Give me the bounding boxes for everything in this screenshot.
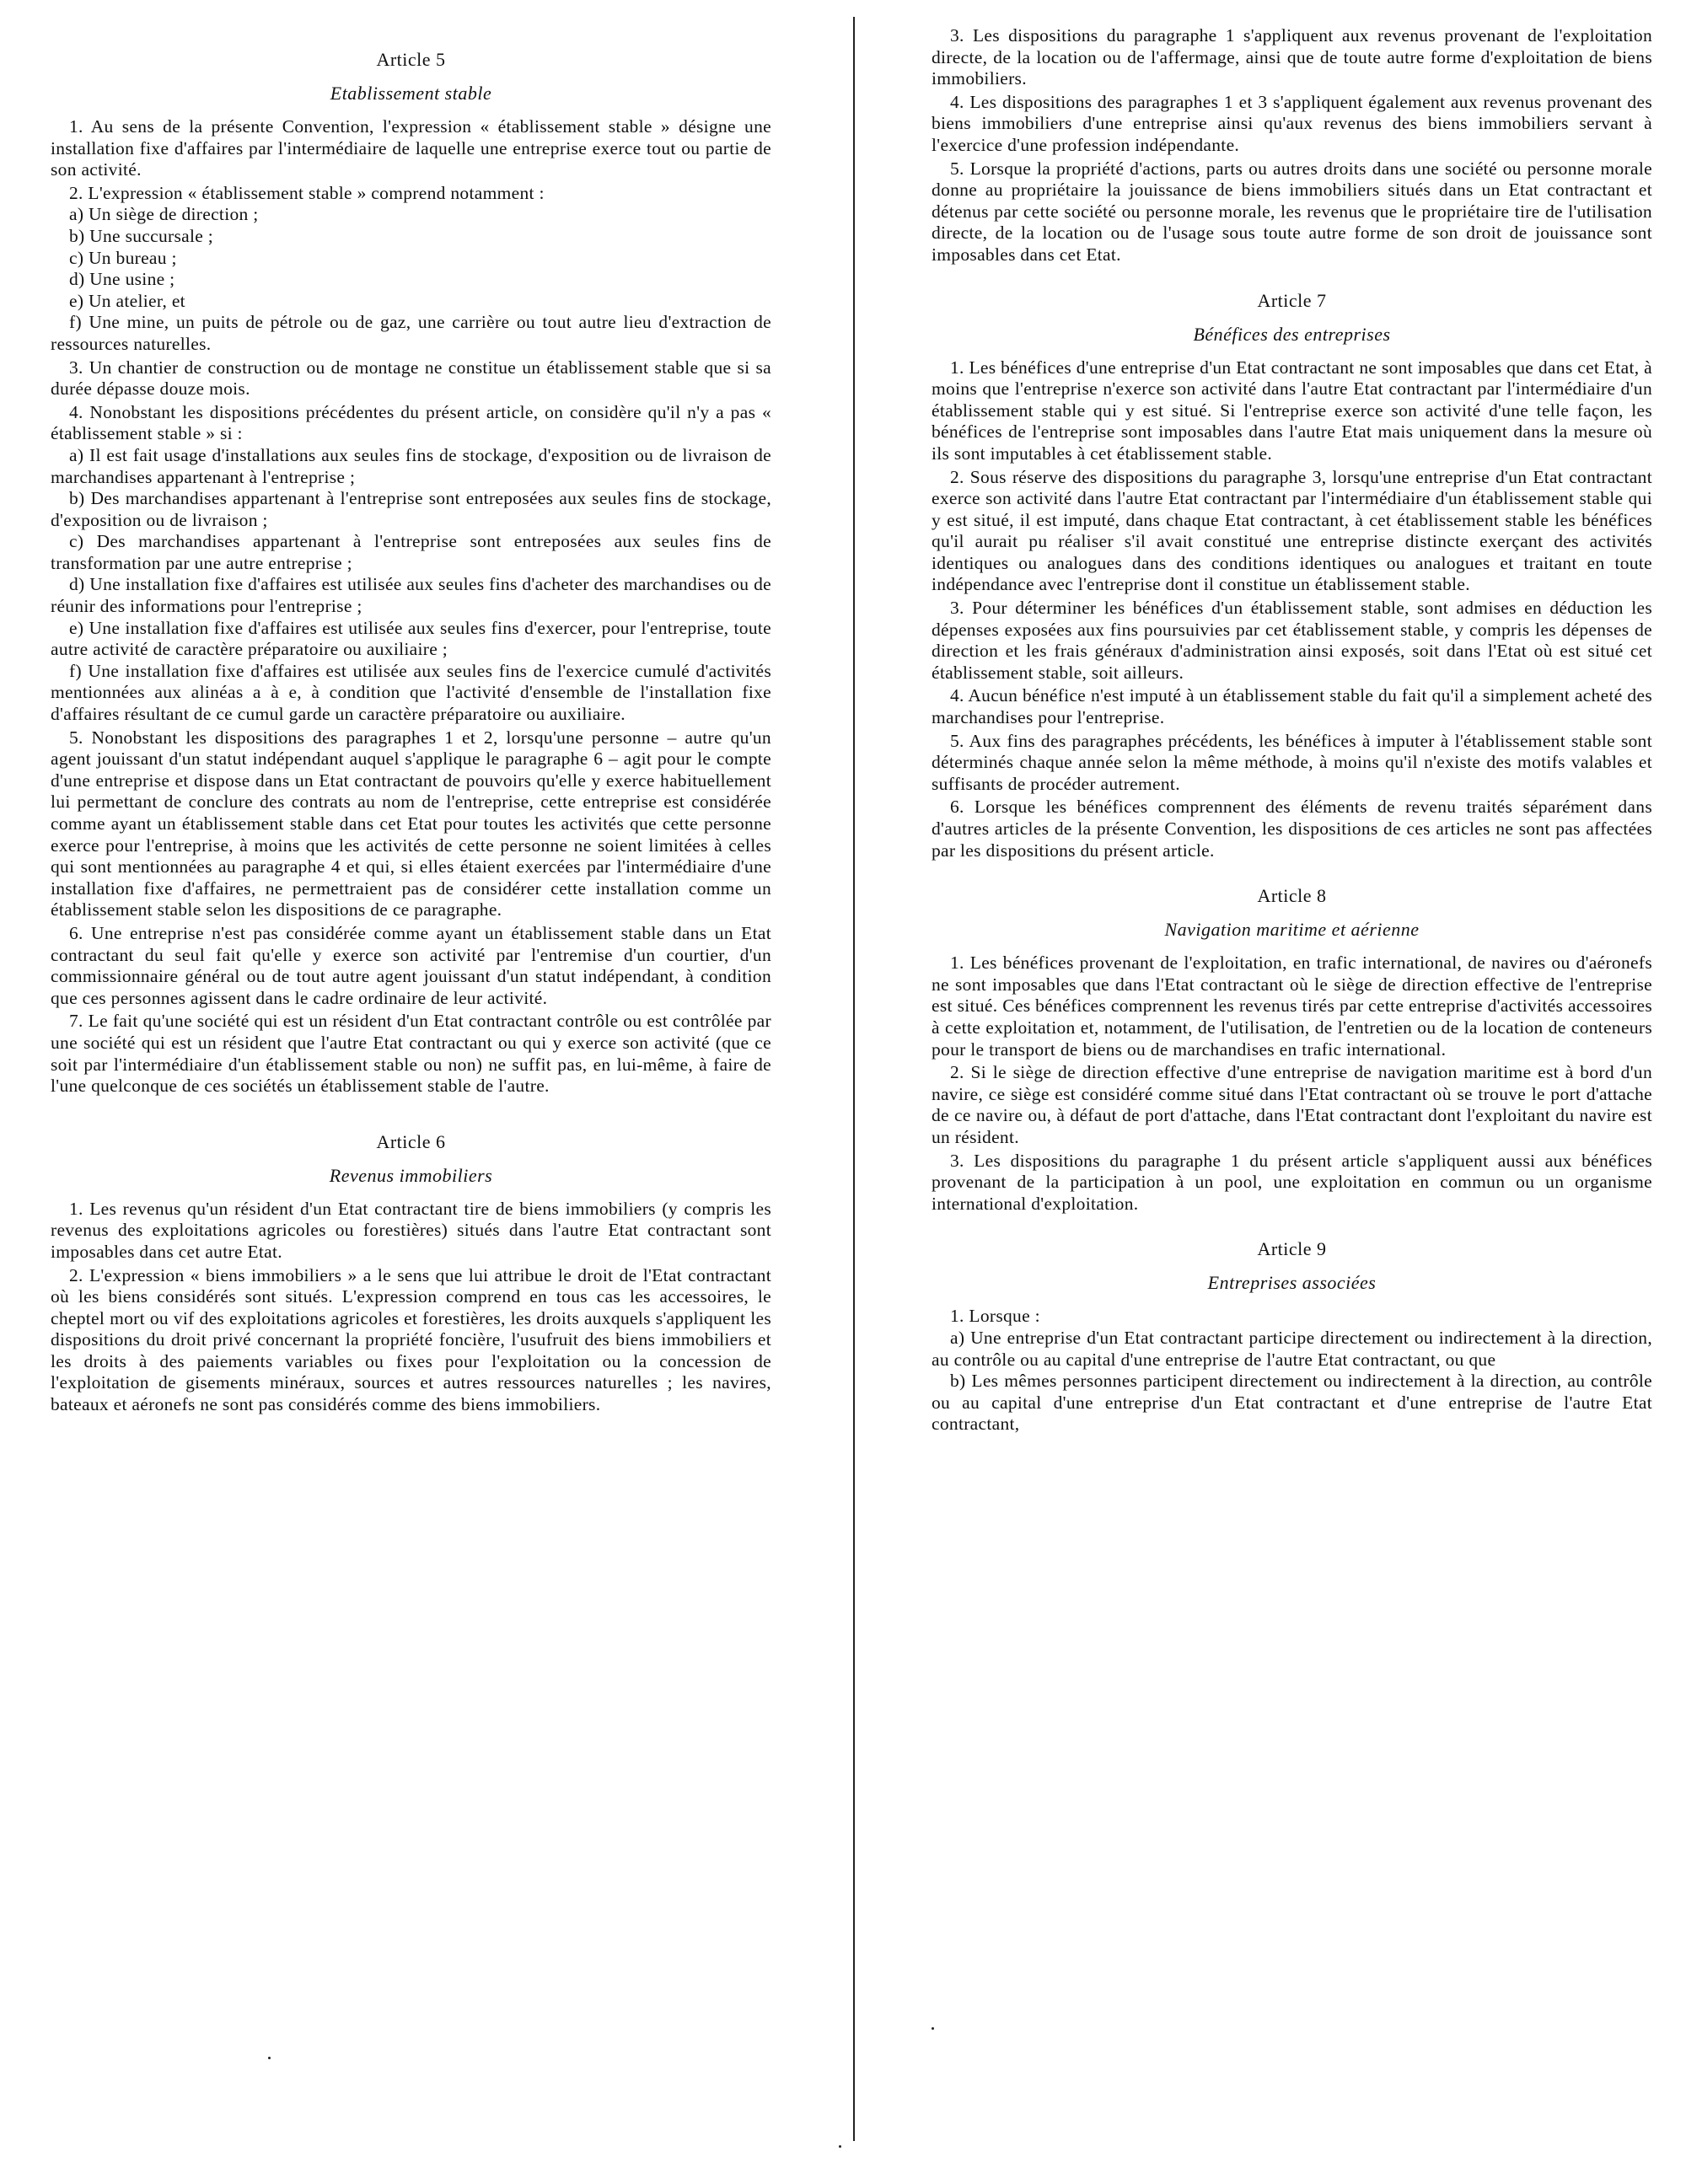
list-item: b) Une succursale ;	[69, 225, 214, 246]
list-item: c) Des marchandises appartenant à l'entreprise sont entreposées aux seules fins de transformation par une autre entreprise ;	[51, 531, 771, 573]
article-6-paragraph-4: 4. Les dispositions des paragraphes 1 et 3 s'appliquent également aux revenus provenant des biens immobiliers d'une entreprise ainsi qu'aux revenus des biens immobiliers servant à l'exercice d'une profession indépendante.	[932, 91, 1652, 155]
article-5-paragraph-4-intro: 4. Nonobstant les dispositions précédentes du présent article, on considère qu'il n'y a pas « établissement stable » si :	[51, 401, 771, 444]
list-item: d) Une usine ;	[69, 269, 175, 290]
article-8-subtitle: Navigation maritime et aérienne	[1164, 919, 1420, 941]
article-6-paragraph-5: 5. Lorsque la propriété d'actions, parts ou autres droits dans une société ou personne morale donne au propriétaire la jouissance de biens immobiliers situés dans un Etat contractant et détenus par cette société ou personne morale, les revenus que le propriétaire tire de l'utilisation directe, de la location ou de l'usage sous toute autre forme de son droit de jouissance sont imposables dans cet Etat.	[932, 158, 1652, 265]
article-5-paragraph-4-list	[51, 445, 771, 726]
article-9-subtitle: Entreprises associées	[1207, 1272, 1377, 1294]
article-5-paragraph-1: 1. Au sens de la présente Convention, l'expression « établissement stable » désigne une installation fixe d'affaires par l'intermédiaire de laquelle une entreprise exerce tout ou partie de son activité.	[51, 116, 771, 180]
article-5-paragraph-6: 6. Une entreprise n'est pas considérée comme ayant un établissement stable dans un Etat contractant du seul fait qu'elle y exerce son activité par l'entremise d'un courtier, d'un commissionnaire général ou de tout autre agent jouissant d'un statut indépendant, à condition que ces personnes agissent dans le cadre ordinaire de leur activité.	[51, 922, 771, 1008]
list-item: d) Une installation fixe d'affaires est utilisée aux seules fins d'acheter des marchandises ou de réunir des informations pour l'entreprise ;	[51, 574, 771, 617]
scan-speck	[839, 2145, 841, 2148]
list-item: e) Un atelier, et	[69, 290, 185, 311]
article-8-paragraph-2: 2. Si le siège de direction effective d'une entreprise de navigation maritime est à bord d'un navire, ce siège est considéré comme situé dans l'Etat contractant où se trouve le port d'attache de ce navire ou, à défaut de port d'attache, dans l'Etat contractant dont l'exploitant du navire est un résident.	[932, 1062, 1652, 1147]
spacer	[932, 863, 1652, 885]
article-6-continued	[932, 25, 1652, 266]
article-9-paragraph-1-intro: 1. Lorsque :	[950, 1306, 1040, 1327]
article-7-paragraph-2: 2. Sous réserve des dispositions du paragraphe 3, lorsqu'une entreprise d'un Etat contractant exerce son activité dans l'autre Etat contractant par l'intermédiaire d'un établissement stable qui y est situé, il est imputé, dans chaque Etat contractant, à cet établissement stable les bénéfices qu'il aurait pu réaliser s'il avait constitué une entreprise distincte exerçant des activités identiques ou analogues dans des conditions identiques ou analogues et traitant en toute indépendance avec l'entreprise dont il constitue un établissement stable.	[932, 466, 1652, 595]
list-item: b) Les mêmes personnes participent directement ou indirectement à la direction, au contrôle ou au capital d'une entreprise d'un Etat contractant et d'une entreprise de l'autre Etat contractant,	[932, 1371, 1652, 1435]
article-5-subtitle: Etablissement stable	[330, 83, 492, 104]
article-5-title: Article 5	[376, 49, 446, 70]
list-item: c) Un bureau ;	[69, 247, 177, 268]
article-7-paragraph-1: 1. Les bénéfices d'une entreprise d'un Etat contractant ne sont imposables que dans cet Etat, à moins que l'entreprise n'exerce son activité dans l'autre Etat contractant par l'intermédiaire d'un établissement stable qui y est situé. Si l'entreprise exerce son activité d'une telle façon, les bénéfices de l'entreprise sont imposables dans l'autre Etat mais uniquement dans la mesure où ils sont imputables à cet établissement stable.	[932, 357, 1652, 464]
spacer	[51, 1099, 771, 1131]
article-5-paragraph-2-intro: 2. L'expression « établissement stable » comprend notamment :	[69, 182, 545, 203]
article-8-paragraph-3: 3. Les dispositions du paragraphe 1 du présent article s'appliquent aussi aux bénéfices provenant de la participation à un pool, une exploitation en commun ou un organisme international d'exploitation.	[932, 1150, 1652, 1214]
right-column	[932, 25, 1652, 1437]
list-item: a) Un siège de direction ;	[69, 204, 259, 225]
article-5	[51, 49, 771, 1097]
article-8-paragraph-1: 1. Les bénéfices provenant de l'exploitation, en trafic international, de navires ou d'aéronefs ne sont imposables que dans l'Etat contractant où le siège de direction effective de l'entreprise est situé. Ces bénéfices comprennent les revenus tirés par cette entreprise d'activités accessoires à cette exploitation et, notamment, de l'utilisation, de l'entretien ou de la location de conteneurs pour le transport de biens ou de marchandises en trafic international.	[932, 952, 1652, 1060]
article-6-subtitle: Revenus immobiliers	[329, 1164, 493, 1186]
article-6-paragraph-2: 2. L'expression « biens immobiliers » a le sens que lui attribue le droit de l'Etat contractant où les biens considérés sont situés. L'expression comprend en tous cas les accessoires, le cheptel mort ou vif des exploitations agricoles et forestières, les droits auxquels s'appliquent les dispositions du droit privé concernant la propriété foncière, l'usufruit des biens immobiliers et les droits à des paiements variables ou fixes pour l'exploitation ou la concession de l'exploitation de gisements minéraux, sources et autres ressources naturelles ; les navires, bateaux et aéronefs ne sont pas considérés comme des biens immobiliers.	[51, 1264, 771, 1415]
article-7-title: Article 7	[1257, 289, 1327, 311]
article-5-paragraph-5: 5. Nonobstant les dispositions des paragraphes 1 et 2, lorsqu'une personne – autre qu'un agent jouissant d'un statut indépendant auquel s'applique le paragraphe 6 – agit pour le compte d'une entreprise et dispose dans un Etat contractant de pouvoirs qu'elle y exerce habituellement lui permettant de conclure des contrats au nom de l'entreprise, cette entreprise est considérée comme ayant un établissement stable dans cet Etat pour toutes les activités que cette personne exerce pour l'entreprise, à moins que les activités de cette personne ne soient limitées à celles qui sont mentionnées au paragraphe 4 et qui, si elles étaient exercées par l'intermédiaire d'une installation fixe d'affaires, ne permettraient pas de considérer cette installation comme un établissement stable selon les dispositions de ce paragraphe.	[51, 727, 771, 920]
article-7-paragraph-3: 3. Pour déterminer les bénéfices d'un établissement stable, sont admises en déduction les dépenses exposées aux fins poursuivies par cet établissement stable, y compris les dépenses de direction et les frais généraux d'administration ainsi exposés, soit dans l'Etat où est situé cet établissement stable, soit ailleurs.	[932, 598, 1652, 683]
article-9-paragraph-1-list	[932, 1328, 1652, 1435]
scan-speck	[932, 2027, 934, 2030]
article-5-paragraph-3: 3. Un chantier de construction ou de montage ne constitue un établissement stable que si sa durée dépasse douze mois.	[51, 357, 771, 400]
article-7-paragraph-4: 4. Aucun bénéfice n'est imputé à un établissement stable du fait qu'il a simplement acheté des marchandises pour l'entreprise.	[932, 685, 1652, 728]
article-6-paragraph-1: 1. Les revenus qu'un résident d'un Etat contractant tire de biens immobiliers (y compris les revenus des exploitations agricoles ou forestières) situés dans l'autre Etat contractant sont imposables dans cet autre Etat.	[51, 1198, 771, 1262]
article-7	[932, 290, 1652, 862]
list-item: e) Une installation fixe d'affaires est utilisée aux seules fins d'exercer, pour l'entreprise, toute autre activité de caractère préparatoire ou auxiliaire ;	[51, 617, 771, 660]
list-item: f) Une installation fixe d'affaires est utilisée aux seules fins de l'exercice cumulé d'activités mentionnées aux alinéas a à e, à condition que l'activité d'ensemble de l'installation fixe d'affaires résultant de ce cumul garde un caractère préparatoire ou auxiliaire.	[51, 660, 771, 725]
article-6	[51, 1131, 771, 1416]
article-6-title: Article 6	[376, 1130, 446, 1152]
article-6-paragraph-3: 3. Les dispositions du paragraphe 1 s'appliquent aux revenus provenant de l'exploitation directe, de la location ou de l'affermage, ainsi que de toute autre forme d'exploitation de biens immobiliers.	[932, 25, 1652, 89]
list-item: f) Une mine, un puits de pétrole ou de gaz, une carrière ou tout autre lieu d'extraction de ressources naturelles.	[51, 312, 771, 354]
spacer	[932, 1216, 1652, 1238]
article-9	[932, 1238, 1652, 1435]
article-7-paragraph-5: 5. Aux fins des paragraphes précédents, les bénéfices à imputer à l'établissement stable sont déterminés chaque année selon la même méthode, à moins qu'il n'existe des motifs valables et suffisants de procéder autrement.	[932, 730, 1652, 794]
scan-speck	[268, 2057, 271, 2059]
article-5-paragraph-7: 7. Le fait qu'une société qui est un résident d'un Etat contractant contrôle ou est contrôlée par une société qui est un résident que l'autre Etat contractant ou qui y exerce son activité (que ce soit par l'intermédiaire d'un établissement stable ou non) ne suffit pas, en lui-même, à faire de l'une quelconque de ces sociétés un établissement stable de l'autre.	[51, 1011, 771, 1097]
article-5-paragraph-2-list	[51, 204, 771, 355]
article-7-paragraph-6: 6. Lorsque les bénéfices comprennent des éléments de revenu traités séparément dans d'autres articles de la présente Convention, les dispositions de ces articles ne sont pas affectées par les dispositions du présent article.	[932, 797, 1652, 861]
list-item: a) Une entreprise d'un Etat contractant participe directement ou indirectement à la direction, au contrôle ou au capital d'une entreprise de l'autre Etat contractant, ou que	[932, 1327, 1652, 1370]
column-divider	[853, 17, 855, 2141]
left-column	[51, 49, 771, 1418]
article-9-title: Article 9	[1257, 1238, 1327, 1260]
article-7-subtitle: Bénéfices des entreprises	[1193, 323, 1391, 345]
list-item: a) Il est fait usage d'installations aux seules fins de stockage, d'exposition ou de livraison de marchandises appartenant à l'entreprise ;	[51, 444, 771, 487]
spacer	[932, 268, 1652, 290]
article-8	[932, 885, 1652, 1215]
list-item: b) Des marchandises appartenant à l'entreprise sont entreposées aux seules fins de stockage, d'exposition ou de livraison ;	[51, 488, 771, 530]
article-8-title: Article 8	[1257, 885, 1327, 907]
